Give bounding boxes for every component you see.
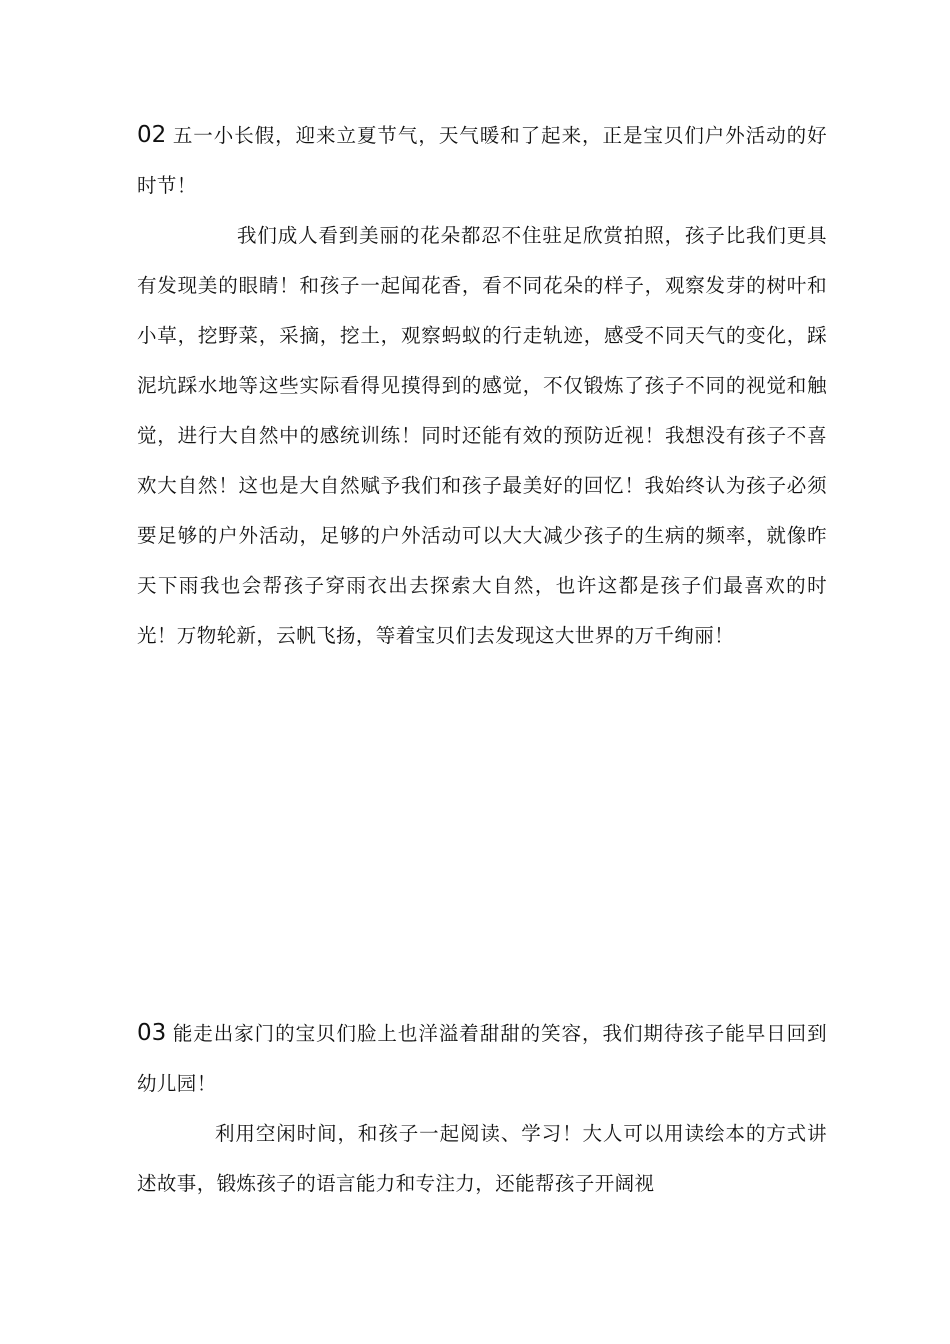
section-03-heading-text: 能走出家门的宝贝们脸上也洋溢着甜甜的笑容，我们期待孩子能早日回到幼儿园！ <box>137 1022 827 1095</box>
section-02 <box>137 110 827 661</box>
section-02-heading <box>137 110 827 211</box>
section-02-heading-text: 五一小长假，迎来立夏节气，天气暖和了起来，正是宝贝们户外活动的好时节！ <box>137 124 827 197</box>
section-03-body: 利用空闲时间，和孩子一起阅读、学习！大人可以用读绘本的方式讲述故事，锻炼孩子的语言能力和专注力，还能帮孩子开阔视 <box>137 1122 827 1195</box>
section-02-number: 02 <box>137 122 167 148</box>
section-03-number: 03 <box>137 1020 167 1046</box>
section-03 <box>137 1008 827 1209</box>
section-02-body: 我们成人看到美丽的花朵都忍不住驻足欣赏拍照，孩子比我们更具有发现美的眼睛！和孩子一起闻花香，看不同花朵的样子，观察发芽的树叶和小草，挖野菜，采摘，挖土，观察蚂蚁的行走轨迹，感受不同天气的变化，踩泥坑踩水地等这些实际看得见摸得到的感觉，不仅锻炼了孩子不同的视觉和触觉，进行大自然中的感统训练！同时还能有效的预防近视！我想没有孩子不喜欢大自然！这也是大自然赋予我们和孩子最美好的回忆！我始终认为孩子必须要足够的户外活动，足够的户外活动可以大大减少孩子的生病的频率，就像昨天下雨我也会帮孩子穿雨衣出去探索大自然，也许这都是孩子们最喜欢的时光！万物轮新，云帆飞扬，等着宝贝们去发现这大世界的万千绚丽！ <box>137 224 827 647</box>
section-03-heading <box>137 1008 827 1109</box>
